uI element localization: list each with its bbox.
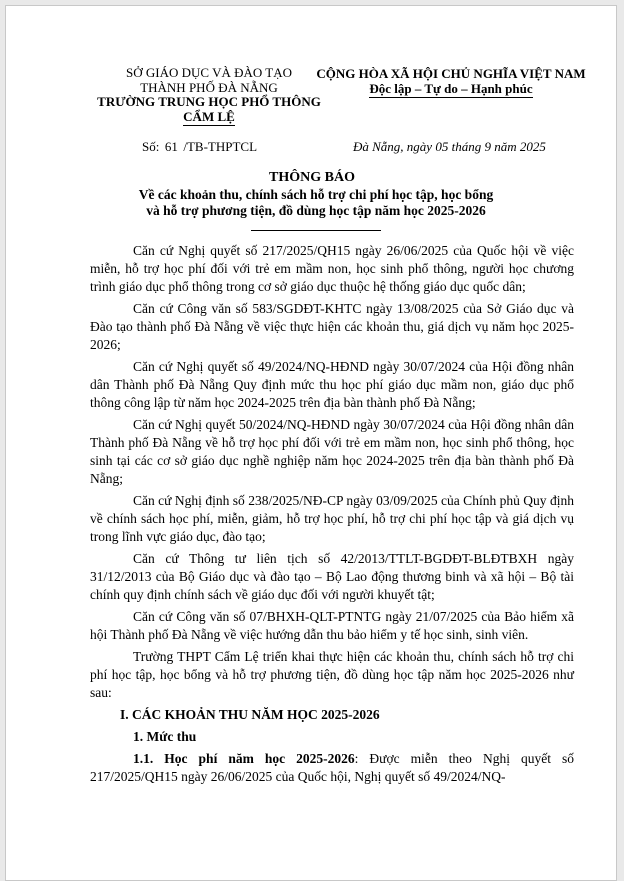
- agency-line-1: SỞ GIÁO DỤC VÀ ĐÀO TẠO: [126, 65, 292, 80]
- doc-number-prefix: Số:: [142, 139, 160, 154]
- subtitle-line-2: và hỗ trợ phương tiện, đồ dùng học tập năm học 2025-2026: [146, 203, 486, 218]
- paragraph: Căn cứ Nghị định số 238/2025/NĐ-CP ngày 03/09/2025 của Chính phủ Quy định về chính sách học phí, miễn, giảm, hỗ trợ học phí, hỗ trợ chi phí học tập và giá dịch vụ trong lĩnh vực giáo dục, đào tạo;: [90, 493, 574, 544]
- document-subtitle: [66, 187, 566, 235]
- paragraph: Căn cứ Nghị quyết số 217/2025/QH15 ngày 26/06/2025 của Quốc hội về việc miễn, hỗ trợ học phí đối với trẻ em mầm non, học sinh phổ thông, người học chương trình giáo dục phổ thông trong cơ sở giáo dục thuộc hệ thống giáo dục quốc dân;: [90, 243, 574, 294]
- paragraph: Căn cứ Thông tư liên tịch số 42/2013/TTLT-BGDĐT-BLĐTBXH ngày 31/12/2013 của Bộ Giáo dục và đào tạo – Bộ Lao động thương binh và xã hội – Bộ tài chính quy định chính sách về giáo dục đối với người khuyết tật;: [90, 551, 574, 602]
- school-name-line-1: TRƯỜNG TRUNG HỌC PHỔ THÔNG: [97, 94, 321, 109]
- document-date: Đà Nẵng, ngày 05 tháng 9 năm 2025: [353, 139, 546, 154]
- sub-heading: 1. Mức thu: [133, 729, 197, 744]
- subtitle-underline: [66, 219, 566, 235]
- agency-line-2: THÀNH PHỐ ĐÀ NẴNG: [140, 79, 278, 95]
- section-heading: I. CÁC KHOẢN THU NĂM HỌC 2025-2026: [120, 707, 380, 722]
- document-number: [142, 139, 257, 155]
- document-body: [90, 242, 574, 786]
- paragraph: Căn cứ Công văn số 07/BHXH-QLT-PTNTG ngày 21/07/2025 của Bảo hiểm xã hội Thành phố Đà Nẵng về việc hướng dẫn thu bảo hiểm y tế học sinh, sinh viên.: [90, 609, 574, 642]
- item-1-1-label: 1.1. Học phí năm học 2025-2026: [133, 751, 355, 766]
- doc-number-value: 61: [164, 139, 178, 154]
- paragraph: Căn cứ Nghị quyết số 49/2024/NQ-HĐND ngày 30/07/2024 của Hội đồng nhân dân Thành phố Đà Nẵng Quy định mức thu học phí giáo dục mầm non, giáo dục phổ thông công lập từ năm học 2024-2025 trên địa bàn thành phố Đà Nẵng;: [90, 359, 574, 410]
- school-name-line-2: [84, 110, 334, 125]
- item-1-1-text: : Được miễn theo Nghị quyết số 217/2025/QH15 ngày 26/06/2025 của Quốc hội, Nghị quyết số 49/2024/NQ-: [90, 751, 574, 784]
- document-page: [5, 5, 617, 881]
- subtitle-line-1: Về các khoản thu, chính sách hỗ trợ chi phí học tập, học bổng: [138, 187, 494, 202]
- doc-number-suffix: /TB-THPTCL: [183, 139, 258, 154]
- school-name-underlined: CẨM LỆ: [183, 108, 235, 124]
- paragraph: Căn cứ Nghị quyết 50/2024/NQ-HĐND ngày 30/07/2024 của Hội đồng nhân dân Thành phố Đà Nẵng về hỗ trợ học phí đối với trẻ em mầm non, học sinh phổ thông, học sinh tại các cơ sở giáo dục nghề nghiệp năm học 2024-2025 trên địa bàn thành phố Đà Nẵng;: [90, 417, 574, 486]
- paragraph: Căn cứ Công văn số 583/SGDĐT-KHTC ngày 13/08/2025 của Sở Giáo dục và Đào tạo thành phố Đà Nẵng về việc thực hiện các khoản thu, giá dịch vụ năm học 2025-2026;: [90, 301, 574, 352]
- national-title: CỘNG HÒA XÃ HỘI CHỦ NGHĨA VIỆT NAM: [316, 66, 586, 81]
- national-header: [306, 66, 596, 96]
- document-title: THÔNG BÁO: [269, 170, 355, 185]
- item-1-1: [90, 750, 574, 786]
- paragraph: Trường THPT Cẩm Lệ triển khai thực hiện các khoản thu, chính sách hỗ trợ chi phí học tập, học bổng và hỗ trợ phương tiện, đồ dùng học tập năm học 2025-2026 như sau:: [90, 649, 574, 700]
- issuing-agency-header: [84, 66, 334, 124]
- national-motto: [306, 81, 596, 96]
- motto-underlined: Độc lập – Tự do – Hạnh phúc: [369, 81, 533, 96]
